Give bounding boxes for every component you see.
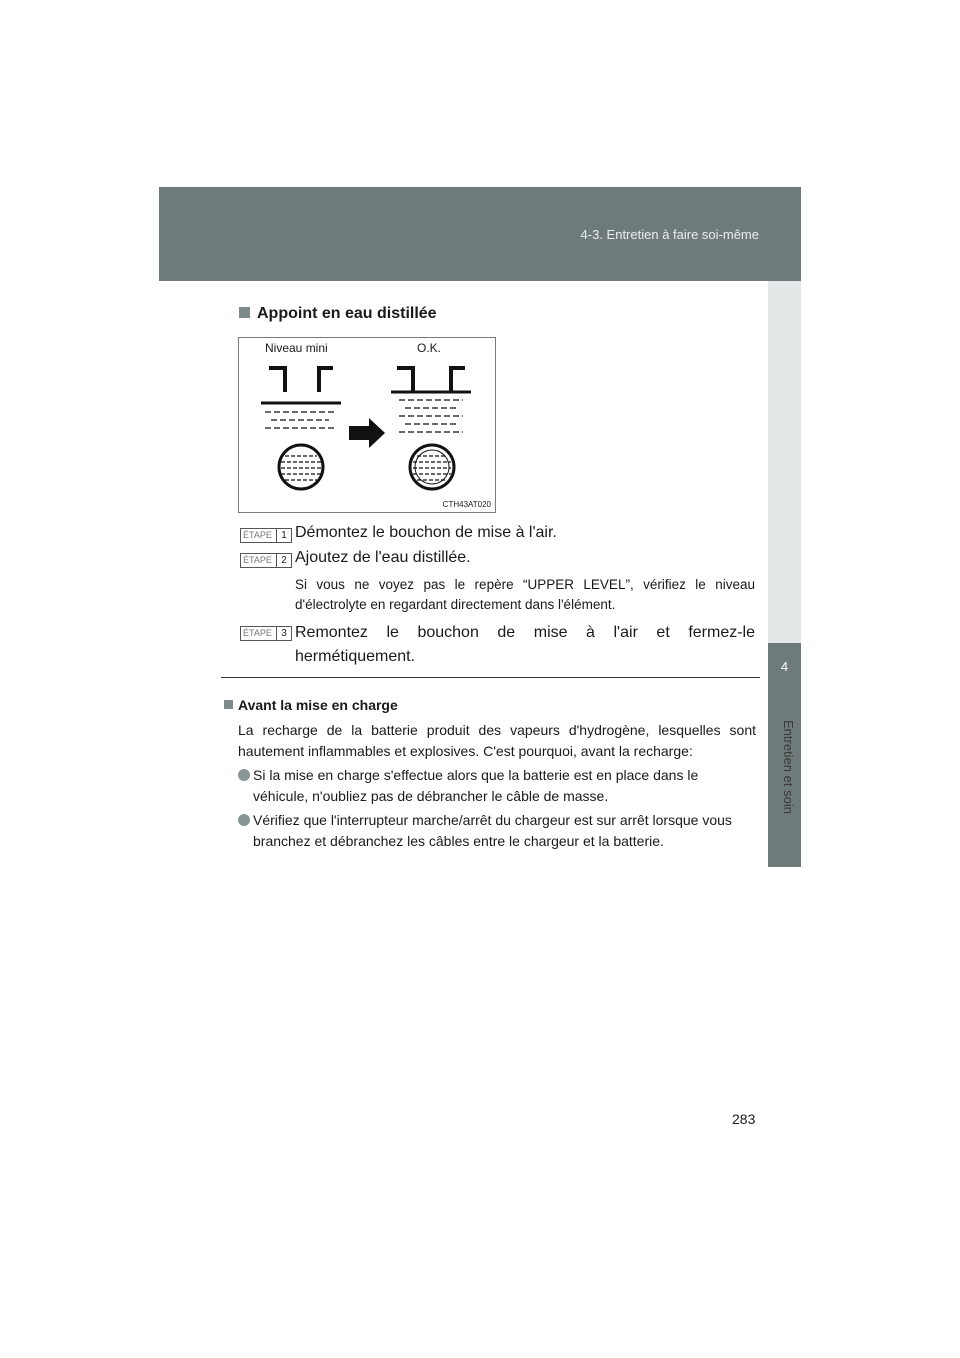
page-header: [159, 187, 801, 281]
step-badge: ÉTAPE 1: [240, 528, 292, 543]
step-3: [240, 625, 292, 643]
step-2: [240, 549, 471, 570]
section-divider: [221, 677, 760, 678]
page-number: 283: [732, 1111, 756, 1127]
charging-heading: [224, 697, 398, 713]
bullet-dot-icon: [238, 769, 250, 781]
side-tab-strip: [768, 281, 801, 643]
step-text: Démontez le bouchon de mise à l'air.: [295, 524, 557, 541]
step-text: Ajoutez de l'eau distillée.: [295, 549, 471, 566]
heading-square-icon: [239, 307, 250, 318]
section-heading-text: Appoint en eau distillée: [257, 305, 437, 322]
chapter-name: Entretien et soin: [781, 720, 796, 814]
header-section-title: 4-3. Entretien à faire soi-même: [580, 227, 759, 242]
figure-label-ok: O.K.: [417, 341, 442, 355]
step-1: [240, 524, 557, 545]
charging-intro: La recharge de la batterie produit des vapeurs d'hydrogène, lesquelles sont hautement inflammables et explosives. C'est pourquoi, avant la recharge:: [238, 722, 756, 759]
list-item: [238, 765, 756, 807]
step-2-note: Si vous ne voyez pas le repère “UPPER LEVEL”, vérifiez le niveau d'électrolyte en regardant directement dans l'élément.: [295, 577, 755, 612]
bullet-dot-icon: [238, 814, 250, 826]
figure-label-min: Niveau mini: [265, 341, 328, 355]
charging-heading-text: Avant la mise en charge: [238, 697, 398, 713]
bullet-text: Vérifiez que l'interrupteur marche/arrêt du chargeur est sur arrêt lorsque vous branchez et débranchez les câbles entre le chargeur et la batterie.: [253, 812, 732, 849]
battery-level-illustration: [239, 338, 495, 512]
bullet-text: Si la mise en charge s'effectue alors que la batterie est en place dans le véhicule, n'oubliez pas de débrancher le câble de masse.: [253, 767, 699, 804]
step-badge: ÉTAPE 3: [240, 626, 292, 641]
figure-code: CTH43AT020: [442, 500, 491, 509]
section-heading: [239, 305, 437, 323]
chapter-number: 4: [780, 659, 789, 674]
step-3-text: Remontez le bouchon de mise à l'air et fermez-le hermétiquement.: [295, 624, 755, 665]
step-badge: ÉTAPE 2: [240, 553, 292, 568]
list-item: [238, 810, 756, 852]
heading-square-icon: [224, 700, 233, 709]
battery-level-figure: [238, 337, 496, 513]
